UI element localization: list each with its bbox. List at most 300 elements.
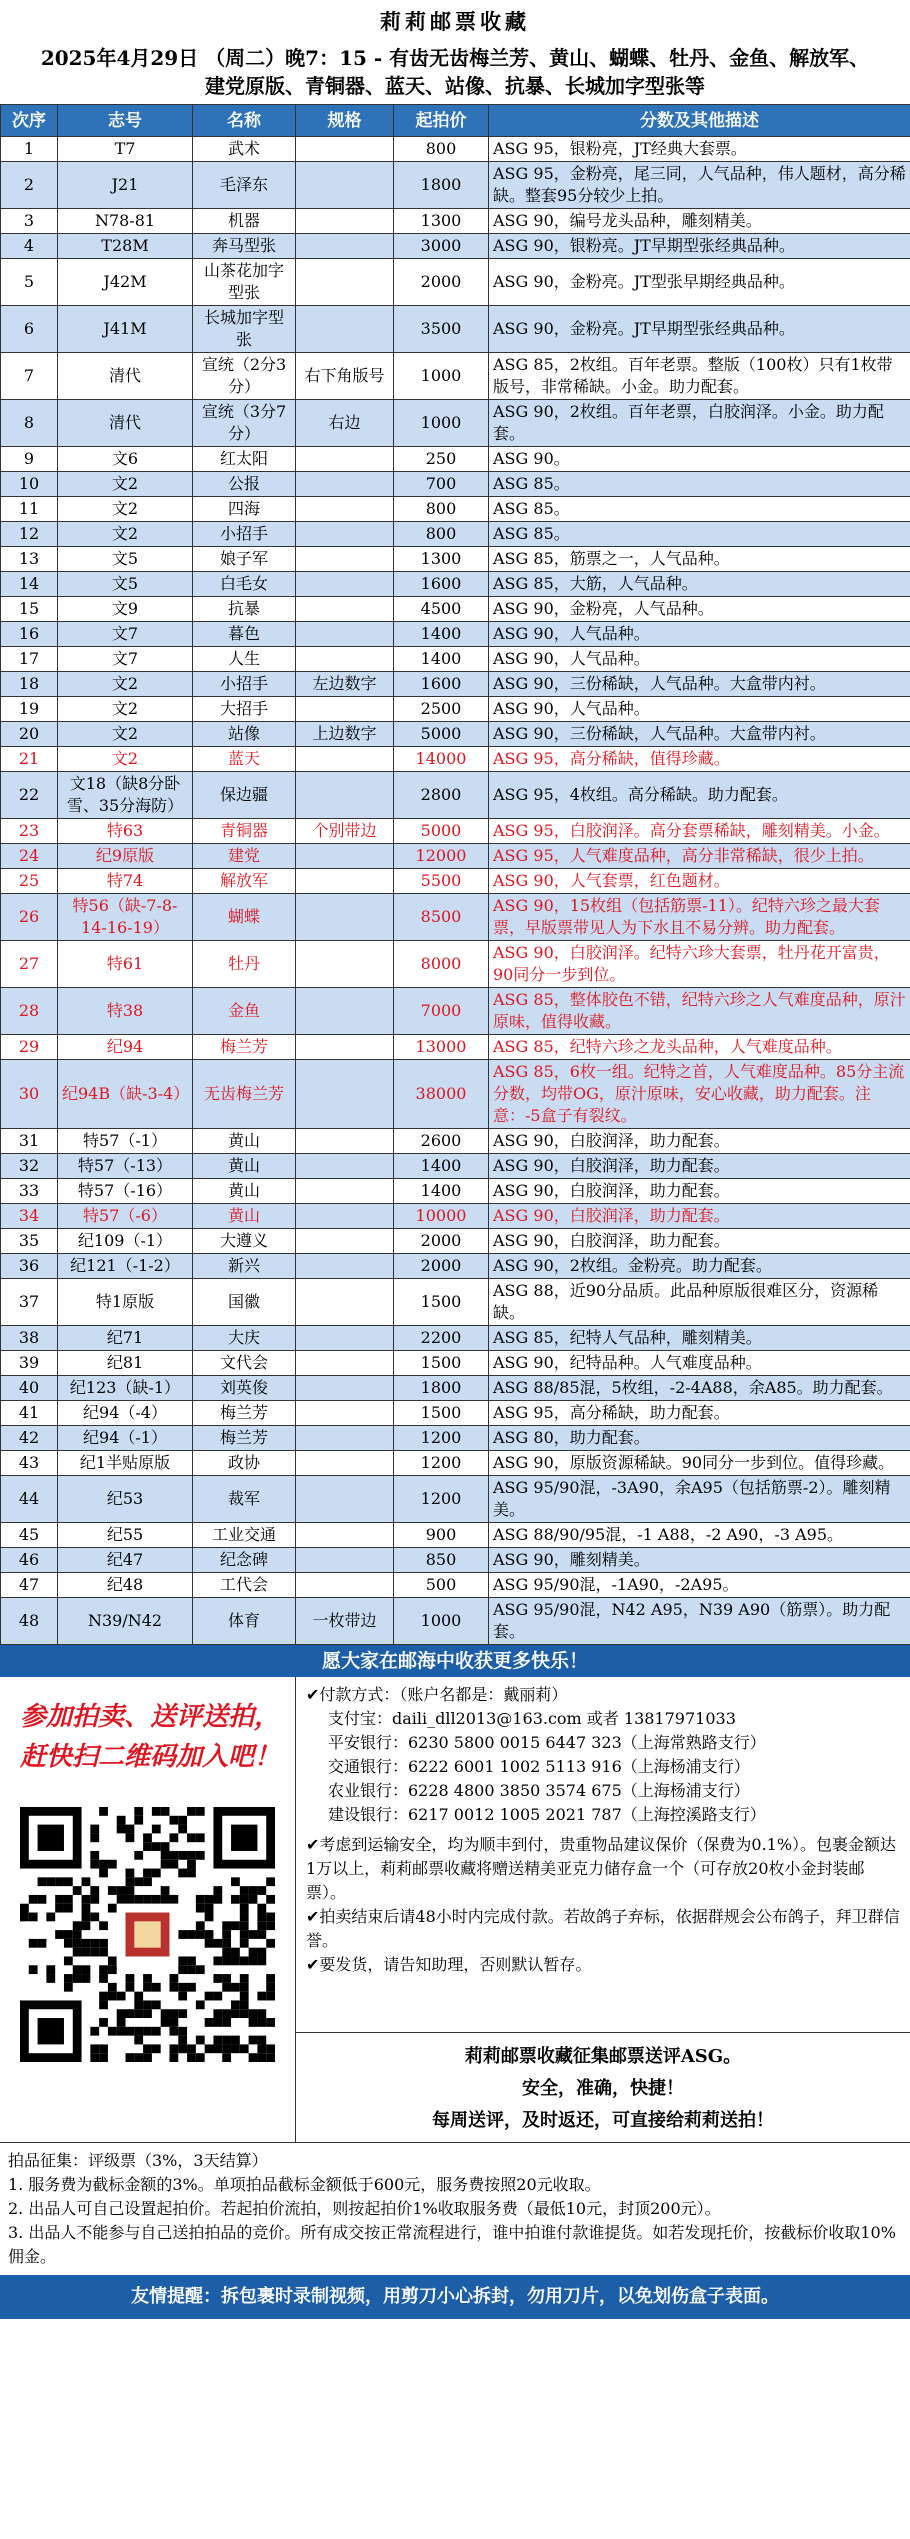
stamp-code: 纪1半贴原版: [58, 1451, 193, 1476]
lot-number: 1: [1, 137, 58, 162]
stamp-description: ASG 85，6枚一组。纪特之首，人气难度品种。85分主流分数，均带OG，原汁原味，安心收藏，助力配套。注意：-5盒子有裂纹。: [489, 1060, 910, 1129]
stamp-code: 文5: [58, 572, 193, 597]
lot-number: 35: [1, 1229, 58, 1254]
stamp-name: 刘英俊: [193, 1376, 296, 1401]
stamp-name: 工代会: [193, 1573, 296, 1598]
lot-number: 48: [1, 1598, 58, 1645]
stamp-spec: [296, 1401, 394, 1426]
start-price: 250: [394, 447, 489, 472]
stamp-code: 特57（-16）: [58, 1179, 193, 1204]
stamp-name: 政协: [193, 1451, 296, 1476]
table-row: [1, 472, 910, 497]
stamp-code: 文2: [58, 747, 193, 772]
lot-number: 6: [1, 306, 58, 353]
start-price: 1000: [394, 353, 489, 400]
stamp-code: 特61: [58, 941, 193, 988]
stamp-description: ASG 90，白胶润泽，助力配套。: [489, 1154, 910, 1179]
stamp-spec: [296, 1451, 394, 1476]
stamp-description: ASG 90，三份稀缺，人气品种。大盒带内衬。: [489, 672, 910, 697]
stamp-description: ASG 90，金粉亮。JT型张早期经典品种。: [489, 259, 910, 306]
alipay-line: 支付宝：daili_dll2013@163.com 或者 13817971033: [328, 1709, 736, 1728]
stamp-name: 山茶花加字型张: [193, 259, 296, 306]
stamp-code: 纪55: [58, 1523, 193, 1548]
lot-number: 22: [1, 772, 58, 819]
stamp-spec: 个别带边: [296, 819, 394, 844]
stamp-code: 特57（-13）: [58, 1154, 193, 1179]
stamp-name: 牡丹: [193, 941, 296, 988]
start-price: 3500: [394, 306, 489, 353]
start-price: 8000: [394, 941, 489, 988]
stamp-description: ASG 88，近90分品质。此品种原版很难区分，资源稀缺。: [489, 1279, 910, 1326]
start-price: 2000: [394, 259, 489, 306]
stamp-spec: [296, 547, 394, 572]
start-price: 1300: [394, 547, 489, 572]
stamp-name: 宣统（2分3分）: [193, 353, 296, 400]
start-price: 2200: [394, 1326, 489, 1351]
promo-text: [0, 1677, 295, 1777]
stamp-name: 小招手: [193, 522, 296, 547]
stamp-description: ASG 88/85混，5枚组，-2-4A88，余A85。助力配套。: [489, 1376, 910, 1401]
stamp-name: 金鱼: [193, 988, 296, 1035]
start-price: 1600: [394, 672, 489, 697]
table-row: [1, 697, 910, 722]
stamp-spec: 左边数字: [296, 672, 394, 697]
stamp-code: 文7: [58, 622, 193, 647]
stamp-description: ASG 95/90混，-1A90，-2A95。: [489, 1573, 910, 1598]
table-row: [1, 137, 910, 162]
note-item: ✔考虑到运输安全，均为顺丰到付，贵重物品建议保价（保费为0.1%）。包裹金额达1万以上，莉莉邮票收藏将赠送精美亚克力储存盒一个（可存放20枚小金封装邮票）。: [306, 1835, 897, 1902]
stamp-description: ASG 90，白胶润泽，助力配套。: [489, 1204, 910, 1229]
table-row: [1, 772, 910, 819]
table-row: [1, 1476, 910, 1523]
col-header: 起拍价: [394, 105, 489, 137]
start-price: 2000: [394, 1254, 489, 1279]
note-item: ✔要发货，请告知助理，否则默认暂存。: [306, 1955, 592, 1974]
start-price: 1000: [394, 1598, 489, 1645]
stamp-code: J41M: [58, 306, 193, 353]
stamp-spec: 右下角版号: [296, 353, 394, 400]
table-row: [1, 1326, 910, 1351]
stamp-description: ASG 90，白胶润泽，助力配套。: [489, 1129, 910, 1154]
stamp-code: 特57（-6）: [58, 1204, 193, 1229]
stamp-name: 机器: [193, 209, 296, 234]
payment-info: [296, 1677, 910, 1833]
rule-line: 2. 出品人可自己设置起拍价。若起拍价流拍，则按起拍价1%收取服务费（最低10元，封顶200元）。: [8, 2199, 721, 2218]
start-price: 700: [394, 472, 489, 497]
table-row: [1, 622, 910, 647]
stamp-description: ASG 95，高分稀缺，值得珍藏。: [489, 747, 910, 772]
greeting-banner: 愿大家在邮海中收获更多快乐！: [0, 1645, 910, 1677]
stamp-code: 文7: [58, 647, 193, 672]
stamp-code: 纪109（-1）: [58, 1229, 193, 1254]
lot-number: 5: [1, 259, 58, 306]
lot-number: 39: [1, 1351, 58, 1376]
stamp-code: 特74: [58, 869, 193, 894]
stamp-description: ASG 95/90混，N42 A95，N39 A90（筋票）。助力配套。: [489, 1598, 910, 1645]
table-row: [1, 400, 910, 447]
stamp-description: ASG 90，人气品种。: [489, 622, 910, 647]
table-row: [1, 259, 910, 306]
stamp-description: ASG 85。: [489, 522, 910, 547]
stamp-name: 工业交通: [193, 1523, 296, 1548]
start-price: 3000: [394, 234, 489, 259]
lot-number: 3: [1, 209, 58, 234]
stamp-spec: [296, 1573, 394, 1598]
table-row: [1, 647, 910, 672]
table-header-row: [1, 105, 910, 137]
stamp-spec: [296, 844, 394, 869]
stamp-spec: [296, 1229, 394, 1254]
stamp-description: ASG 85，大筋，人气品种。: [489, 572, 910, 597]
bank-line: 农业银行：6228 4800 3850 3574 675（上海杨浦支行）: [328, 1781, 750, 1800]
collect-line: 每周送评，及时返还，可直接给莉莉送拍！: [432, 2110, 774, 2131]
stamp-name: 长城加字型张: [193, 306, 296, 353]
stamp-code: 特57（-1）: [58, 1129, 193, 1154]
start-price: 14000: [394, 747, 489, 772]
table-row: [1, 1598, 910, 1645]
stamp-spec: [296, 1376, 394, 1401]
stamp-description: ASG 90，金粉亮，人气品种。: [489, 597, 910, 622]
table-row: [1, 844, 910, 869]
start-price: 1000: [394, 400, 489, 447]
start-price: 2500: [394, 697, 489, 722]
stamp-code: 纪71: [58, 1326, 193, 1351]
stamp-code: 纪9原版: [58, 844, 193, 869]
lot-number: 4: [1, 234, 58, 259]
table-row: [1, 306, 910, 353]
stamp-spec: [296, 747, 394, 772]
table-row: [1, 1060, 910, 1129]
lot-number: 23: [1, 819, 58, 844]
stamp-description: ASG 85。: [489, 472, 910, 497]
stamp-code: 纪94: [58, 1035, 193, 1060]
lot-number: 33: [1, 1179, 58, 1204]
stamp-description: ASG 90，原版资源稀缺。90同分一步到位。值得珍藏。: [489, 1451, 910, 1476]
col-header: 名称: [193, 105, 296, 137]
lot-number: 27: [1, 941, 58, 988]
table-row: [1, 497, 910, 522]
stamp-name: 暮色: [193, 622, 296, 647]
start-price: 900: [394, 1523, 489, 1548]
stamp-description: ASG 85，纪特人气品种，雕刻精美。: [489, 1326, 910, 1351]
start-price: 4500: [394, 597, 489, 622]
table-row: [1, 1154, 910, 1179]
stamp-name: 毛泽东: [193, 162, 296, 209]
stamp-code: 纪47: [58, 1548, 193, 1573]
stamp-description: ASG 90，人气品种。: [489, 647, 910, 672]
lot-number: 12: [1, 522, 58, 547]
table-row: [1, 1254, 910, 1279]
stamp-name: 梅兰芳: [193, 1426, 296, 1451]
stamp-description: ASG 90，银粉亮。JT早期型张经典品种。: [489, 234, 910, 259]
stamp-spec: [296, 1060, 394, 1129]
info-section: [0, 1677, 910, 2143]
start-price: 800: [394, 522, 489, 547]
start-price: 5000: [394, 819, 489, 844]
lot-number: 46: [1, 1548, 58, 1573]
table-row: [1, 209, 910, 234]
start-price: 38000: [394, 1060, 489, 1129]
stamp-spec: [296, 647, 394, 672]
lot-number: 42: [1, 1426, 58, 1451]
stamp-name: 大遵义: [193, 1229, 296, 1254]
stamp-description: ASG 90，金粉亮。JT早期型张经典品种。: [489, 306, 910, 353]
table-row: [1, 1229, 910, 1254]
table-row: [1, 1376, 910, 1401]
lot-number: 32: [1, 1154, 58, 1179]
stamp-name: 蓝天: [193, 747, 296, 772]
stamp-name: 武术: [193, 137, 296, 162]
stamp-spec: 上边数字: [296, 722, 394, 747]
stamp-code: 清代: [58, 400, 193, 447]
table-row: [1, 597, 910, 622]
stamp-spec: [296, 772, 394, 819]
stamp-name: 纪念碑: [193, 1548, 296, 1573]
stamp-spec: [296, 597, 394, 622]
stamp-description: ASG 95，4枚组。高分稀缺。助力配套。: [489, 772, 910, 819]
payment-panel: [296, 1677, 910, 2142]
stamp-description: ASG 85，纪特六珍之龙头品种，人气难度品种。: [489, 1035, 910, 1060]
start-price: 1400: [394, 647, 489, 672]
stamp-name: 无齿梅兰芳: [193, 1060, 296, 1129]
stamp-spec: [296, 447, 394, 472]
stamp-code: 纪94（-4）: [58, 1401, 193, 1426]
stamp-description: ASG 85，2枚组。百年老票。整版（100枚）只有1枚带版号，非常稀缺。小金。助力配套。: [489, 353, 910, 400]
lot-number: 8: [1, 400, 58, 447]
stamp-description: ASG 90，纪特品种。人气难度品种。: [489, 1351, 910, 1376]
lot-number: 9: [1, 447, 58, 472]
stamp-name: 文代会: [193, 1351, 296, 1376]
stamp-spec: [296, 522, 394, 547]
table-row: [1, 722, 910, 747]
stamp-spec: [296, 894, 394, 941]
payment-title: ✔付款方式：（账户名都是：戴丽莉）: [306, 1685, 568, 1704]
stamp-code: 文2: [58, 697, 193, 722]
stamp-code: 文5: [58, 547, 193, 572]
stamp-name: 梅兰芳: [193, 1401, 296, 1426]
lot-number: 19: [1, 697, 58, 722]
stamp-description: ASG 90，雕刻精美。: [489, 1548, 910, 1573]
stamp-spec: [296, 697, 394, 722]
stamp-name: 人生: [193, 647, 296, 672]
start-price: 1400: [394, 1154, 489, 1179]
lot-number: 29: [1, 1035, 58, 1060]
collection-notice: [296, 2032, 910, 2142]
stamp-code: 特38: [58, 988, 193, 1035]
table-row: [1, 162, 910, 209]
start-price: 1500: [394, 1401, 489, 1426]
stamp-spec: [296, 941, 394, 988]
promo-panel: [0, 1677, 296, 2142]
stamp-name: 建党: [193, 844, 296, 869]
stamp-spec: [296, 234, 394, 259]
auction-subtitle: 2025年4月29日 （周二）晚7：15 - 有齿无齿梅兰芳、黄山、蝴蝶、牡丹、金鱼、解放军、: [40, 46, 870, 70]
lot-number: 7: [1, 353, 58, 400]
table-row: [1, 672, 910, 697]
rule-line: 3. 出品人不能参与自己送拍拍品的竞价。所有成交按正常流程进行，谁中拍谁付款谁提货。如若发现托价，按截标价收取10%佣金。: [8, 2223, 896, 2266]
stamp-name: 白毛女: [193, 572, 296, 597]
stamp-code: 纪81: [58, 1351, 193, 1376]
table-row: [1, 1573, 910, 1598]
stamp-name: 公报: [193, 472, 296, 497]
lot-number: 31: [1, 1129, 58, 1154]
lot-number: 13: [1, 547, 58, 572]
stamp-spec: [296, 1548, 394, 1573]
start-price: 7000: [394, 988, 489, 1035]
lot-number: 37: [1, 1279, 58, 1326]
start-price: 5500: [394, 869, 489, 894]
stamp-spec: [296, 572, 394, 597]
stamp-spec: [296, 1426, 394, 1451]
lot-number: 11: [1, 497, 58, 522]
start-price: 2800: [394, 772, 489, 819]
bank-line: 建设银行：6217 0012 1005 2021 787（上海控溪路支行）: [328, 1805, 766, 1824]
stamp-spec: 一枚带边: [296, 1598, 394, 1645]
stamp-name: 黄山: [193, 1129, 296, 1154]
notes: [296, 1833, 910, 1977]
start-price: 800: [394, 137, 489, 162]
lot-number: 28: [1, 988, 58, 1035]
stamp-description: ASG 90，人气套票，红色题材。: [489, 869, 910, 894]
note-item: ✔拍卖结束后请48小时内完成付款。若故鸽子弃标，依据群规会公布鸽子，拜卫群信誉。: [306, 1907, 900, 1950]
start-price: 5000: [394, 722, 489, 747]
col-header: 规格: [296, 105, 394, 137]
start-price: 12000: [394, 844, 489, 869]
start-price: 1500: [394, 1351, 489, 1376]
stamp-spec: [296, 1035, 394, 1060]
stamp-code: 特63: [58, 819, 193, 844]
stamp-code: 特1原版: [58, 1279, 193, 1326]
stamp-code: J21: [58, 162, 193, 209]
stamp-code: 文6: [58, 447, 193, 472]
start-price: 1600: [394, 572, 489, 597]
stamp-spec: [296, 869, 394, 894]
stamp-description: ASG 90，白胶润泽。纪特六珍大套票，牡丹花开富贵，90同分一步到位。: [489, 941, 910, 988]
lot-number: 47: [1, 1573, 58, 1598]
table-row: [1, 234, 910, 259]
stamp-name: 小招手: [193, 672, 296, 697]
stamp-name: 娘子军: [193, 547, 296, 572]
stamp-spec: [296, 162, 394, 209]
stamp-spec: 右边: [296, 400, 394, 447]
warning-banner: 友情提醒：拆包裹时录制视频，用剪刀小心拆封，勿用刀片，以免划伤盒子表面。: [0, 2275, 910, 2319]
table-row: [1, 1179, 910, 1204]
rule-line: 拍品征集：评级票（3%，3天结算）: [8, 2151, 268, 2170]
stamp-spec: [296, 306, 394, 353]
collect-line: 莉莉邮票收藏征集邮票送评ASG。: [464, 2046, 742, 2067]
table-row: [1, 447, 910, 472]
lot-number: 45: [1, 1523, 58, 1548]
promo-line: 参加拍卖、送评送拍，: [20, 1702, 281, 1732]
stamp-code: J42M: [58, 259, 193, 306]
consignment-rules: [0, 2143, 910, 2275]
stamp-code: 纪94（-1）: [58, 1426, 193, 1451]
stamp-name: 站像: [193, 722, 296, 747]
table-row: [1, 1426, 910, 1451]
page-title: 莉莉邮票收藏: [380, 9, 530, 34]
auction-subtitle-2: 建党原版、青铜器、蓝天、站像、抗暴、长城加字型张等: [205, 74, 705, 98]
table-row: [1, 941, 910, 988]
table-row: [1, 1451, 910, 1476]
stamp-name: 解放军: [193, 869, 296, 894]
lot-number: 44: [1, 1476, 58, 1523]
qr-code-icon[interactable]: [20, 1807, 275, 2062]
table-row: [1, 988, 910, 1035]
stamp-spec: [296, 497, 394, 522]
stamp-description: ASG 90，编号龙头品种，雕刻精美。: [489, 209, 910, 234]
stamp-description: ASG 95，银粉亮，JT经典大套票。: [489, 137, 910, 162]
table-row: [1, 547, 910, 572]
stamp-description: ASG 95，白胶润泽。高分套票稀缺，雕刻精美。小金。: [489, 819, 910, 844]
stamp-description: ASG 95，高分稀缺，助力配套。: [489, 1401, 910, 1426]
lot-number: 21: [1, 747, 58, 772]
start-price: 1400: [394, 1179, 489, 1204]
lot-number: 17: [1, 647, 58, 672]
stamp-code: 纪123（缺-1）: [58, 1376, 193, 1401]
stamp-spec: [296, 1129, 394, 1154]
stamp-code: 文2: [58, 672, 193, 697]
table-row: [1, 894, 910, 941]
stamp-name: 裁军: [193, 1476, 296, 1523]
stamp-description: ASG 90，2枚组。百年老票，白胶润泽。小金。助力配套。: [489, 400, 910, 447]
lot-number: 38: [1, 1326, 58, 1351]
stamp-code: N39/N42: [58, 1598, 193, 1645]
start-price: 1400: [394, 622, 489, 647]
stamp-name: 四海: [193, 497, 296, 522]
start-price: 850: [394, 1548, 489, 1573]
stamp-spec: [296, 1351, 394, 1376]
lot-table: [0, 104, 910, 1645]
lot-number: 25: [1, 869, 58, 894]
col-header: 分数及其他描述: [489, 105, 910, 137]
table-row: [1, 1401, 910, 1426]
stamp-name: 国徽: [193, 1279, 296, 1326]
table-row: [1, 522, 910, 547]
stamp-spec: [296, 1254, 394, 1279]
stamp-code: 纪121（-1-2）: [58, 1254, 193, 1279]
rule-line: 1. 服务费为截标金额的3%。单项拍品截标金额低于600元，服务费按照20元收取。: [8, 2175, 601, 2194]
table-row: [1, 747, 910, 772]
stamp-name: 蝴蝶: [193, 894, 296, 941]
stamp-spec: [296, 1204, 394, 1229]
stamp-spec: [296, 622, 394, 647]
stamp-code: 文18（缺8分卧雪、35分海防）: [58, 772, 193, 819]
start-price: 2000: [394, 1229, 489, 1254]
collect-line: 安全，准确，快捷！: [522, 2078, 684, 2099]
start-price: 1200: [394, 1451, 489, 1476]
lot-number: 34: [1, 1204, 58, 1229]
stamp-code: 清代: [58, 353, 193, 400]
stamp-spec: [296, 1523, 394, 1548]
stamp-name: 大招手: [193, 697, 296, 722]
lot-number: 24: [1, 844, 58, 869]
stamp-description: ASG 90，2枚组。金粉亮。助力配套。: [489, 1254, 910, 1279]
stamp-description: ASG 88/90/95混，-1 A88，-2 A90，-3 A95。: [489, 1523, 910, 1548]
bank-line: 交通银行：6222 6001 1002 5113 916（上海杨浦支行）: [328, 1757, 750, 1776]
stamp-spec: [296, 472, 394, 497]
stamp-spec: [296, 1179, 394, 1204]
start-price: 500: [394, 1573, 489, 1598]
stamp-code: 特56（缺-7-8-14-16-19）: [58, 894, 193, 941]
start-price: 1200: [394, 1476, 489, 1523]
stamp-spec: [296, 1279, 394, 1326]
stamp-code: 纪48: [58, 1573, 193, 1598]
stamp-code: 纪53: [58, 1476, 193, 1523]
lot-number: 26: [1, 894, 58, 941]
bank-line: 平安银行：6230 5800 0015 6447 323（上海常熟路支行）: [328, 1733, 766, 1752]
stamp-description: ASG 85，筋票之一，人气品种。: [489, 547, 910, 572]
start-price: 1800: [394, 162, 489, 209]
